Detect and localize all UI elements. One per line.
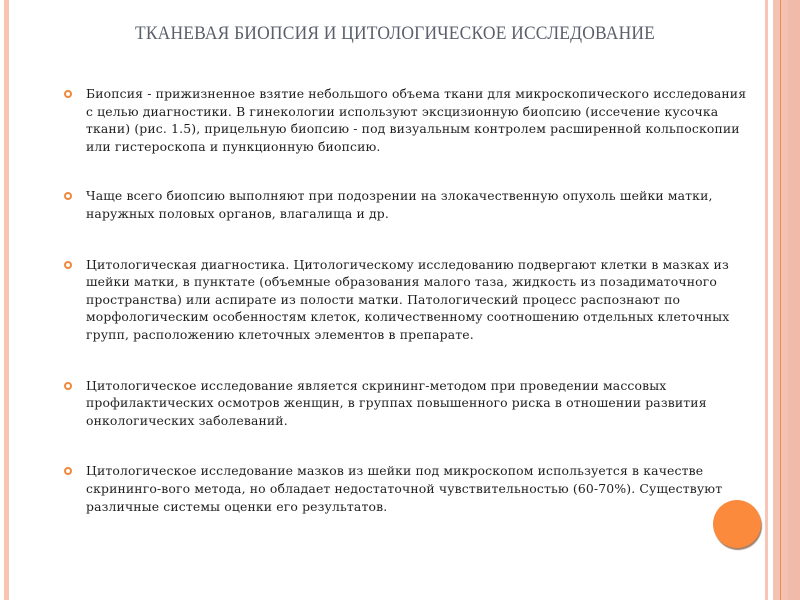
bullet-text: Цитологическая диагностика. Цитологическому исследованию подвергают клетки в мазках из шейки матки, в пунктате (объемные образования малого таза, жидкость из позадиматочного пространства) или аспирате из полости матки. Патологический процесс распознают по морфологическим особенностям клеток, количественному соотношению отдельных клеточных групп, расположению клеточных элементов в препарате. [86,256,730,342]
bullet-text: Цитологическое исследование мазков из шейки под микроскопом используется в качестве скрининго-вого метода, но обладает недостаточной чувствительностью (60-70%). Существуют различные системы оценки его результатов. [86,463,723,514]
bullet-text: Чаще всего биопсию выполняют при подозрении на злокачественную опухоль шейки матки, наружных половых органов, влагалища и др. [86,188,713,221]
bullet-item [64,85,754,155]
bullet-item [64,462,754,515]
slide-body [64,85,754,515]
bullet-ring-icon [64,467,72,475]
bullet-ring-icon [64,90,72,98]
left-decorative-stripe [4,0,9,600]
bullet-item [64,187,754,222]
slide-title: ТКАНЕВАЯ БИОПСИЯ И ЦИТОЛОГИЧЕСКОЕ ИССЛЕДОВАНИЕ [134,23,656,44]
bullet-item [64,377,754,430]
bullet-text: Биопсия - прижизненное взятие небольшого объема ткани для микроскопического исследования с целью диагностики. В гинекологии используют эксцизионную биопсию (иссечение кусочка ткани) (рис. 1.5), прицельную биопсию - под визуальным контролем расширенной кольпоскопии или гистероскопа и пункционную биопсию. [86,86,747,154]
bullet-ring-icon [64,192,72,200]
bullet-ring-icon [64,382,72,390]
orange-circle-decoration [713,500,761,548]
right-thin-stripe [765,0,768,600]
right-decorative-band-inner [788,0,800,600]
right-accent-line [780,0,781,600]
bullet-ring-icon [64,261,72,269]
bullet-item [64,256,754,344]
bullet-text: Цитологическое исследование является скрининг-методом при проведении массовых профилактических осмотров женщин, в группах повышенного риска в отношении развития онкологических заболеваний. [86,377,707,428]
